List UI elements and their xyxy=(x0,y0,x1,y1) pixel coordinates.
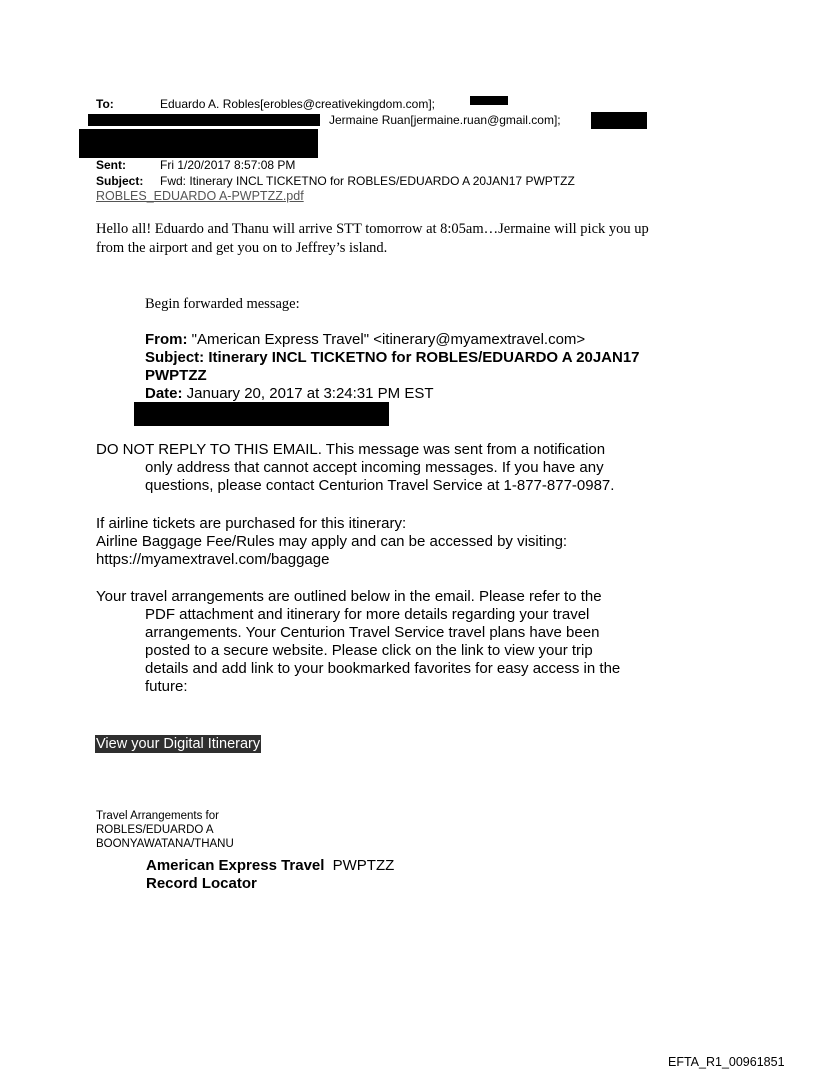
arrangements-line-3: arrangements. Your Centurion Travel Service travel plans have been xyxy=(145,624,600,641)
redaction-bar xyxy=(134,402,389,426)
notice-line-2: only address that cannot accept incoming messages. If you have any xyxy=(145,459,604,476)
record-agency-row xyxy=(146,857,394,875)
notice-line-3: questions, please contact Centurion Travel Service at 1-877-877-0987. xyxy=(145,477,615,494)
sent-row xyxy=(96,158,296,172)
begin-forwarded: Begin forwarded message: xyxy=(145,296,300,312)
arrangements-line-1: Your travel arrangements are outlined below in the email. Please refer to the xyxy=(96,588,602,605)
intro-line-2: from the airport and get you on to Jeffrey’s island. xyxy=(96,240,388,256)
arrangements-line-6: future: xyxy=(145,678,188,695)
notice-line-1: DO NOT REPLY TO THIS EMAIL. This message was sent from a notification xyxy=(96,441,606,458)
redaction-bar xyxy=(470,96,508,105)
subject-value: Fwd: Itinerary INCL TICKETNO for ROBLES/EDUARDO A 20JAN17 PWPTZZ xyxy=(160,174,575,188)
to-label: To: xyxy=(96,97,114,111)
record-agency: American Express Travel xyxy=(146,857,325,874)
redaction-bar xyxy=(591,112,647,129)
sent-value: Fri 1/20/2017 8:57:08 PM xyxy=(160,158,296,172)
forwarded-date xyxy=(145,385,434,403)
to-recipient-2: Jermaine Ruan[jermaine.ruan@gmail.com]; xyxy=(329,113,561,127)
attachment-link[interactable]: ROBLES_EDUARDO A-PWPTZZ.pdf xyxy=(96,189,304,203)
baggage-line-1: If airline tickets are purchased for this itinerary: xyxy=(96,515,407,532)
travel-for-label: Travel Arrangements for xyxy=(96,810,219,822)
forwarded-from xyxy=(145,331,585,349)
to-row xyxy=(96,97,435,111)
arrangements-line-4: posted to a secure website. Please click on the link to view your trip xyxy=(145,642,593,659)
arrangements-line-2: PDF attachment and itinerary for more details regarding your travel xyxy=(145,606,590,623)
subject-row xyxy=(96,174,575,188)
from-label: From: xyxy=(145,331,188,348)
arrangements-line-5: details and add link to your bookmarked favorites for easy access in the xyxy=(145,660,621,677)
date-value: January 20, 2017 at 3:24:31 PM EST xyxy=(182,385,434,402)
date-label: Date: xyxy=(145,385,183,402)
traveler-2: BOONYAWATANA/THANU xyxy=(96,838,234,850)
footer-document-id: EFTA_R1_00961851 xyxy=(668,1055,785,1069)
sent-label: Sent: xyxy=(96,158,126,172)
forwarded-subject-2: PWPTZZ xyxy=(145,367,207,384)
view-digital-itinerary-link[interactable]: View your Digital Itinerary xyxy=(96,736,261,752)
forwarded-subject-1: Subject: Itinerary INCL TICKETNO for ROBLES/EDUARDO A 20JAN17 xyxy=(145,349,640,366)
traveler-1: ROBLES/EDUARDO A xyxy=(96,824,214,836)
baggage-line-2: Airline Baggage Fee/Rules may apply and can be accessed by visiting: xyxy=(96,533,568,550)
intro-line-1: Hello all! Eduardo and Thanu will arrive STT tomorrow at 8:05am…Jermaine will pick you up xyxy=(96,221,649,237)
from-value: "American Express Travel" <itinerary@myamextravel.com> xyxy=(187,331,586,348)
redaction-bar xyxy=(79,129,318,158)
to-recipient-1: Eduardo A. Robles[erobles@creativekingdom.com]; xyxy=(160,97,435,111)
redaction-bar xyxy=(88,114,320,126)
subject-label: Subject: xyxy=(96,174,144,188)
record-locator-code: PWPTZZ xyxy=(332,857,395,874)
baggage-url[interactable]: https://myamextravel.com/baggage xyxy=(96,551,330,568)
record-locator-label: Record Locator xyxy=(146,875,257,892)
